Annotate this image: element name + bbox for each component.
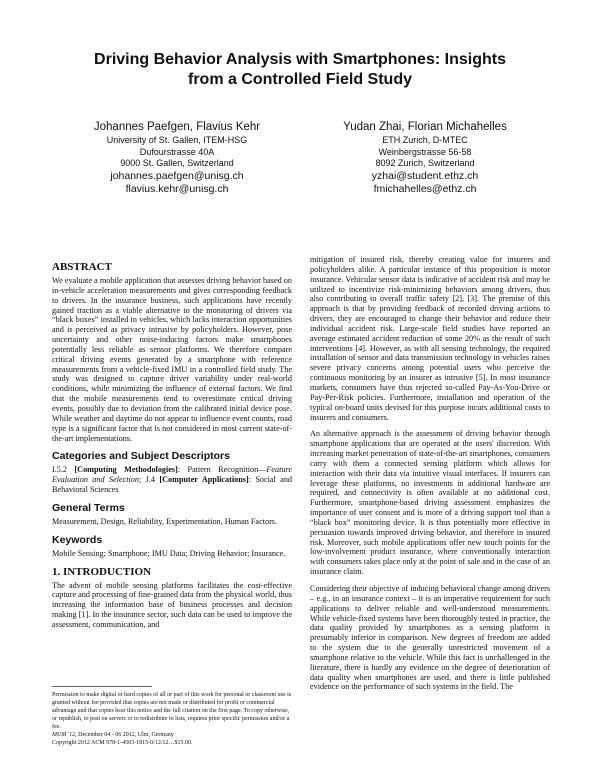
author-email: johannes.paefgen@unisg.ch <box>110 169 244 182</box>
author-street: Dufourstrasse 40A <box>139 146 215 157</box>
author-email: yzhai@student.ethz.ch <box>371 169 479 182</box>
conference-line <box>52 731 292 739</box>
author-email: flavius.kehr@unisg.ch <box>125 182 229 195</box>
category-desc: ; J.4 <box>139 475 155 485</box>
author-affiliation: University of St. Gallen, ITEM-HSG <box>106 135 248 145</box>
author-city: 8092 Zurich, Switzerland <box>375 158 475 168</box>
category-desc: : Pattern Recognition— <box>177 465 267 475</box>
introduction-text: The advent of mobile sensing platforms facilitates the cost-effective capture and processing of fine-grained data from the physical world, thus increasing the information base of business processes and decision making [1]. In the insurance sector, such data can be used to improve the assessment, communication, and <box>52 580 292 629</box>
category-term: [Computer Applications] <box>159 475 249 485</box>
body-paragraph: An alternative approach is the assessment of driving behavior through smartphone applications that are operated at the users' discretion. With increasing market penetration of state-of-the-art smartphones, consumers carry with them a connected sensing platform which allows for interaction with their data via intuitive visual interfaces. If insurers can leverage these platforms, no investments in additional hardware are required, and connectivity is often available at no additional cost. Furthermore, smartphone-based driving assessment emphasizes the importance of user consent and is more of a driving support tool than a “black box” monitoring device. It is thus potentially more effective in persuasion towards improved driving behavior, and therefore in insured risk. Moreover, such mobile applications offer new touch points for the low-involvement product insurance, where conventionally interaction with consumers takes place only at the point of sale and in the case of an insurance claim. <box>310 429 550 577</box>
category-code: I.5.2 <box>52 465 68 475</box>
body-paragraph: Considering their objective of inducing behavioral change among drivers – e.g., in an insurance context – it is an imperative requirement for such applications to deliver reliable and well-understood measurements. While vehicle-fixed systems have been thoroughly tested in practice, the data quality provided by smartphones as a sensing platform is presumably inferior in comparison. New degrees of freedom are added to the system due to the generally unrestricted movement of a smartphone relative to the vehicle. While this fact is unchallenged in the literature, there is hardly any evidence on the degree of deterioration of data quality when smartphones are used, and there is little published evidence on the performance of such systems in the field. The <box>310 584 550 692</box>
category-desc-italic: Feature Evaluation and Selection <box>52 465 292 485</box>
keywords-text: Mobile Sensing; Smartphone; IMU Data; Driving Behavior; Insurance. <box>52 548 286 558</box>
category-term: [Computing Methodologies] <box>74 465 178 475</box>
body-paragraph: mitigation of insured risk, thereby creating value for insurers and policyholders alike. A particular instance of this proposition is motor insurance. Vehicular sensor data is indicative of accident risk and may be utilized to incentivize risk-minimizing behaviors among drivers, thus also contributing to overall traffic safety [2], [3]. The premise of this approach is that by providing feedback of recorded driving actions to drivers, they are encouraged to change their behavior and reduce their individual accident risk. Large-scale field studies have reported an average estimated accident reduction of some 20% as the result of such interventions [4]. However, as with all sensing technology, the required installation of sensor and data transmission technology in vehicles raises severe privacy concerns among potential users who perceive the continuous monitoring by an insurer as intrusive [5]. In most insurance markets, consumers have thus rejected so-called Pay-As-You-Drive or Pay-Per-Risk policies. Furthermore, installation and operation of the typical on-board units devised for this purpose incurs additional costs to insurers and consumers. <box>310 255 550 422</box>
abstract-heading: ABSTRACT <box>52 261 112 273</box>
author-block-1 <box>52 120 302 196</box>
keywords-heading: Keywords <box>52 533 103 546</box>
category-desc: : Social and Behavioral Sciences <box>52 475 293 495</box>
left-column <box>52 255 292 637</box>
abstract-text: We evaluate a mobile application that assesses driving behavior based on in-vehicle acceleration measurements and gives corresponding feedback to drivers. In the insurance business, such applications have recently gained traction as a viable alternative to the monitoring of drivers via “black boxes” installed in vehicles, which lacks interaction opportunities and is perceived as privacy intrusive by policyholders. However, pose uncertainty and other noise-inducing factors make smartphones potentially less reliable as sensor platforms. We therefore compare critical driving events generated by a smartphone with reference measurements from a vehicle-fixed IMU in a controlled field study. The study was designed to capture driver variability under real-world conditions, while minimizing the influence of external factors. We find that the mobile measurements tend to overestimate critical driving events, possibly due to deviation from the calibrated initial device pose. While weather and daytime do not appear to influence event counts, road type is a significant factor that is not considered in most current state-of-the-art implementations. <box>52 276 292 443</box>
author-email: fmichahelles@ethz.ch <box>373 182 477 195</box>
categories-text <box>52 465 292 495</box>
copyright-block <box>52 686 292 747</box>
right-column <box>310 255 550 699</box>
author-block-2 <box>300 120 550 196</box>
categories-heading: Categories and Subject Descriptors <box>52 450 230 463</box>
general-terms-heading: General Terms <box>52 501 125 514</box>
title-line-1: Driving Behavior Analysis with Smartphones: Insights <box>94 51 506 68</box>
permission-text: Permission to make digital or hard copies of all or part of this work for personal or classroom use is granted without fee provided that copies are not made or distributed for profit or commercial advantage and that copies bear this notice and the full citation on the first page. To copy otherwise, or republish, to post on servers or to redistribute to lists, requires prior specific permission and/or a fee. <box>52 692 292 730</box>
copyright-divider <box>52 686 152 687</box>
introduction-heading: 1. INTRODUCTION <box>52 565 152 578</box>
title-line-2: from a Controlled Field Study <box>187 71 412 88</box>
copyright-line: Copyright 2012 ACM 978-1-4503-1815-0/12/12…$15.00. <box>52 740 193 746</box>
conference-name: MUM '12 <box>52 732 76 738</box>
author-names: Johannes Paefgen, Flavius Kehr <box>93 121 261 133</box>
author-city: 9000 St. Gallen, Switzerland <box>120 158 234 168</box>
general-terms-text: Measurement, Design, Reliability, Experimentation, Human Factors. <box>52 516 278 526</box>
conference-details: , December 04 - 06 2012, Ulm, Germany <box>75 732 174 738</box>
paper-title <box>40 50 560 90</box>
author-affiliation: ETH Zurich, D-MTEC <box>382 135 468 145</box>
author-names: Yudan Zhai, Florian Michahelles <box>343 121 507 133</box>
author-street: Weinbergstrasse 56-58 <box>378 146 472 157</box>
